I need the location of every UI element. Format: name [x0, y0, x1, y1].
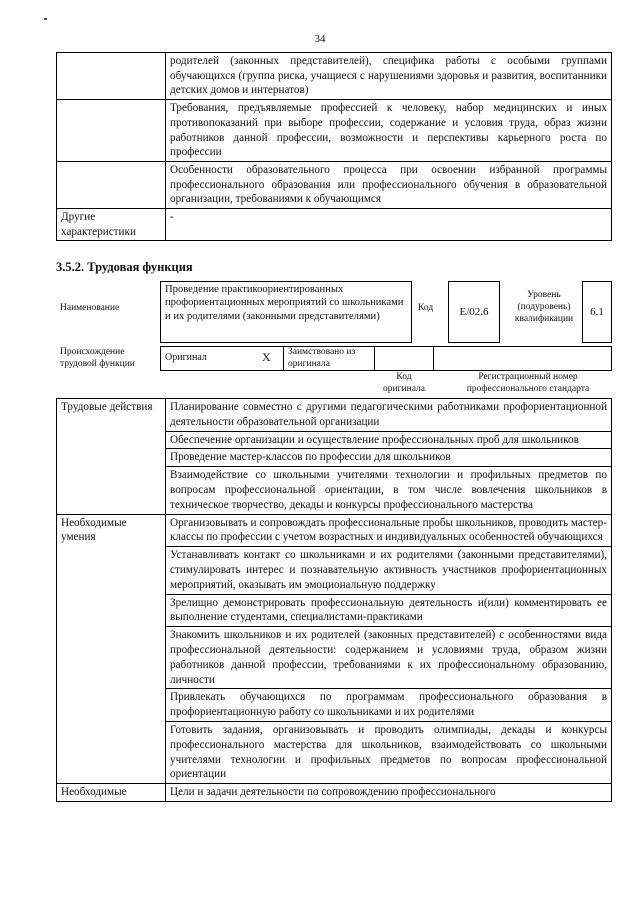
labor-function-table [56, 398, 612, 802]
row-text: Цели и задачи деятельности по сопровождению профессионального [166, 784, 612, 802]
name-label: Наименование [60, 303, 120, 313]
level-label: Уровень (подуровень) квалификации [514, 290, 574, 324]
group-label: Необходимые умения [57, 514, 166, 784]
original-label: Оригинал [165, 352, 207, 363]
row-text: - [166, 209, 612, 241]
code-label: Код [418, 303, 434, 313]
group-label: Трудовые действия [57, 399, 166, 515]
row-text: Знакомить школьников и их родителей (законных представителей) с особенностями вида профессиональной деятельности: содержанием и условиями труда, образом жизни работников данной профессии, требованиями к их профессиональному образованию, личности [166, 627, 612, 689]
code-caption: Код оригинала [383, 372, 425, 394]
borrowed-label: Заимствовано из оригинала [288, 347, 356, 369]
row-text: Особенности образовательного процесса при освоении избранной программы профессионального образования или профессионального обучения в образовательной организации, требованиями к обучающимся [166, 161, 612, 208]
origin-label: Происхождение трудовой функции [60, 347, 135, 369]
scan-mark [44, 18, 47, 20]
table-row [57, 784, 612, 802]
section-title: 3.5.2. Трудовая функция [56, 260, 193, 274]
origin-divider [283, 346, 284, 371]
row-label [57, 161, 166, 208]
origin-divider [374, 346, 375, 371]
table-row [57, 161, 612, 208]
origin-divider [433, 346, 434, 371]
row-text: Привлекать обучающихся по программам профессионального образования в профориентационную работу со школьниками и их родителями [166, 689, 612, 722]
row-text: Готовить задания, организовывать и проводить олимпиады, декады и конкурсы профессионального мастерства для школьников, взаимодействовать со школьными учителями технологии и профильных предметов по вопросам профессиональной ориентации [166, 721, 612, 783]
table-row [57, 100, 612, 162]
page-number: 34 [314, 33, 326, 45]
origin-table [160, 346, 612, 371]
row-label: Другие характеристики [57, 209, 166, 241]
table-row [57, 209, 612, 241]
row-text: Планирование совместно с другими педагогическими работниками профориентационной деятельности образовательной организации [166, 399, 612, 432]
table-row [57, 399, 612, 432]
row-text: родителей (законных представителей), специфика работы с особыми группами обучающихся (группа риска, учащиеся с нарушениями здоровья и развития, воспитанники детских домов и интернатов) [166, 53, 612, 100]
row-label [57, 53, 166, 100]
row-label [57, 100, 166, 162]
row-text: Обеспечение организации и осуществление профессиональных проб для школьников [166, 431, 612, 449]
level-box: 6.1 [582, 281, 612, 343]
row-text: Устанавливать контакт со школьниками и их родителями (законными представителями), стимулировать интерес и познавательную активность участников профориентационных мероприятий, оказывать им эмоциональную поддержку [166, 547, 612, 594]
table-row [57, 514, 612, 547]
group-label: Необходимые [57, 784, 166, 802]
row-text: Взаимодействие со школьными учителями технологии и профильных предметов по вопросам профессиональной ориентации, в том числе вовлечения школьников в техническое творчество, декады и конкурсы профессионального мастерства [166, 467, 612, 514]
row-text: Зрелищно демонстрировать профессиональную деятельность и(или) комментировать ее выполнение студентами, специалистами-практиками [166, 594, 612, 627]
function-name-box: Проведение практикоориентированных профориентационных мероприятий со школьниками и их родителями (законными представителями) [160, 281, 412, 343]
row-text: Организовывать и сопровождать профессиональные пробы школьников, проводить мастер-классы по профессии с учетом возрастных и индивидуальных особенностей обучающихся [166, 514, 612, 547]
function-code-box: E/02.6 [448, 281, 500, 343]
competency-table-continued [56, 52, 612, 241]
regnum-caption: Регистрационный номер профессионального стандарта [466, 372, 590, 394]
row-text: Проведение мастер-классов по профессии для школьников [166, 449, 612, 467]
row-text: Требования, предъявляемые профессией к человеку, набор медицинских и иных противопоказаний при выборе профессии, содержание и условия труда, образ жизни работников данной профессии, возможности и перспективы карьерного роста по профессии [166, 100, 612, 162]
table-row [57, 53, 612, 100]
original-mark: X [262, 350, 271, 364]
